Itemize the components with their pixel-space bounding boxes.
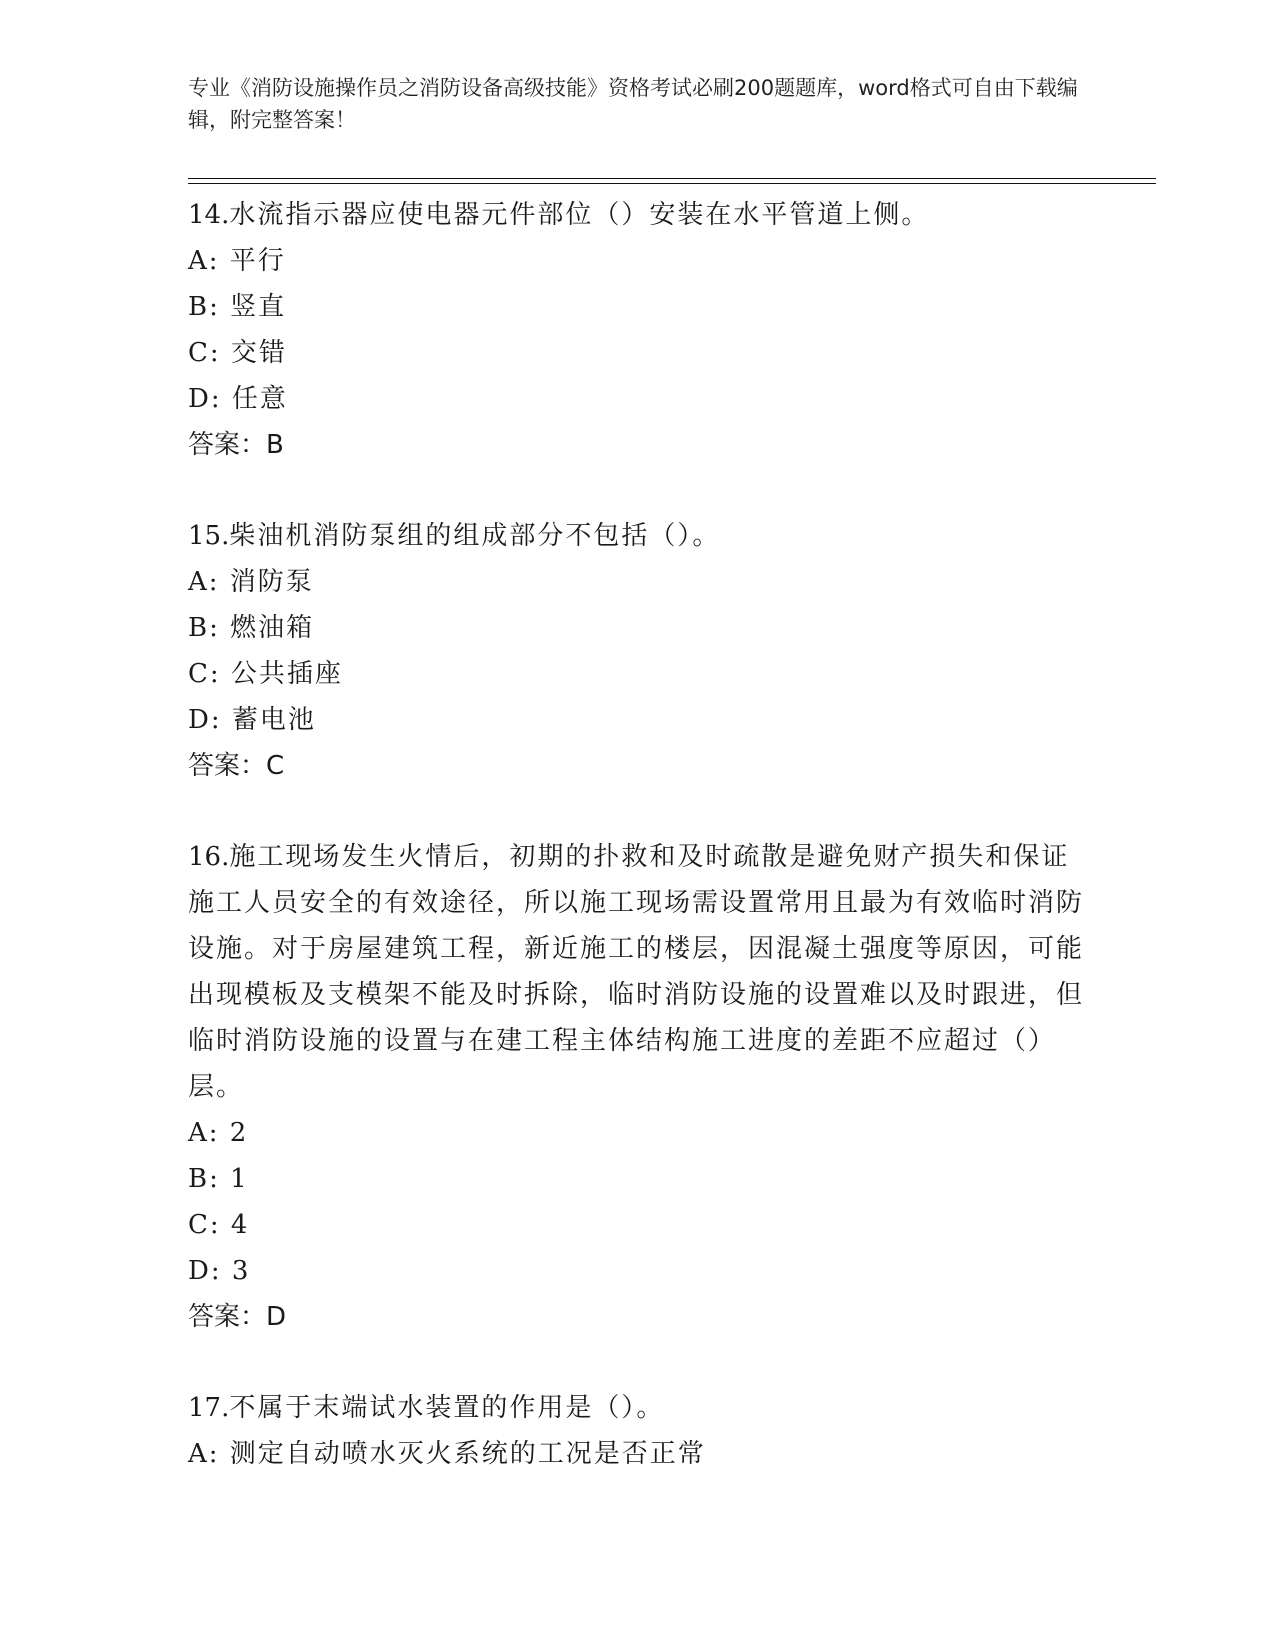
question-text xyxy=(188,1385,1088,1431)
answer-line: 答案：D xyxy=(188,1302,287,1332)
answer-line: 答案：B xyxy=(188,430,284,460)
header-divider-bottom xyxy=(188,183,1156,184)
question-list xyxy=(188,192,1088,1522)
option-a: A: 2 xyxy=(188,1118,249,1148)
header-divider-top xyxy=(188,178,1156,179)
question-15 xyxy=(188,513,1088,789)
question-stem: 不属于末端试水装置的作用是（）。 xyxy=(229,1393,665,1423)
question-stem: 柴油机消防泵组的组成部分不包括（）。 xyxy=(229,521,721,551)
answer-line: 答案：C xyxy=(188,751,285,781)
question-stem: 水流指示器应使电器元件部位（）安装在水平管道上侧。 xyxy=(229,200,930,230)
question-number: 15. xyxy=(188,521,230,551)
option-b: B: 燃油箱 xyxy=(188,613,315,643)
question-17 xyxy=(188,1385,1088,1477)
option-c: C: 4 xyxy=(188,1210,250,1240)
question-16 xyxy=(188,834,1088,1340)
option-b: B: 竖直 xyxy=(188,292,287,322)
question-text xyxy=(188,513,1088,559)
option-b: B: 1 xyxy=(188,1164,249,1194)
question-text xyxy=(188,834,1088,1110)
question-number: 14. xyxy=(188,200,230,230)
question-stem: 施工现场发生火情后，初期的扑救和及时疏散是避免财产损失和保证施工人员安全的有效途径，所以施工现场需设置常用且最为有效临时消防设施。对于房屋建筑工程，新近施工的楼层，因混凝土强度等原因，可能出现模板及支模架不能及时拆除，临时消防设施的设置难以及时跟进，但临时消防设施的设置与在建工程主体结构施工进度的差距不应超过（）层。 xyxy=(188,842,1085,1102)
question-number: 17. xyxy=(188,1393,230,1423)
option-a: A: 平行 xyxy=(188,246,286,276)
option-c: C: 交错 xyxy=(188,338,287,368)
option-d: D: 3 xyxy=(188,1256,251,1286)
question-text xyxy=(188,192,1088,238)
option-d: D: 蓄电池 xyxy=(188,705,316,735)
option-d: D: 任意 xyxy=(188,384,288,414)
option-a: A: 测定自动喷水灭火系统的工况是否正常 xyxy=(188,1439,706,1469)
document-intro: 专业《消防设施操作员之消防设备高级技能》资格考试必刷200题题库，word格式可自由下载编辑，附完整答案！ xyxy=(188,76,1078,132)
option-c: C: 公共插座 xyxy=(188,659,343,689)
question-14 xyxy=(188,192,1088,468)
question-number: 16. xyxy=(188,842,230,872)
option-a: A: 消防泵 xyxy=(188,567,314,597)
